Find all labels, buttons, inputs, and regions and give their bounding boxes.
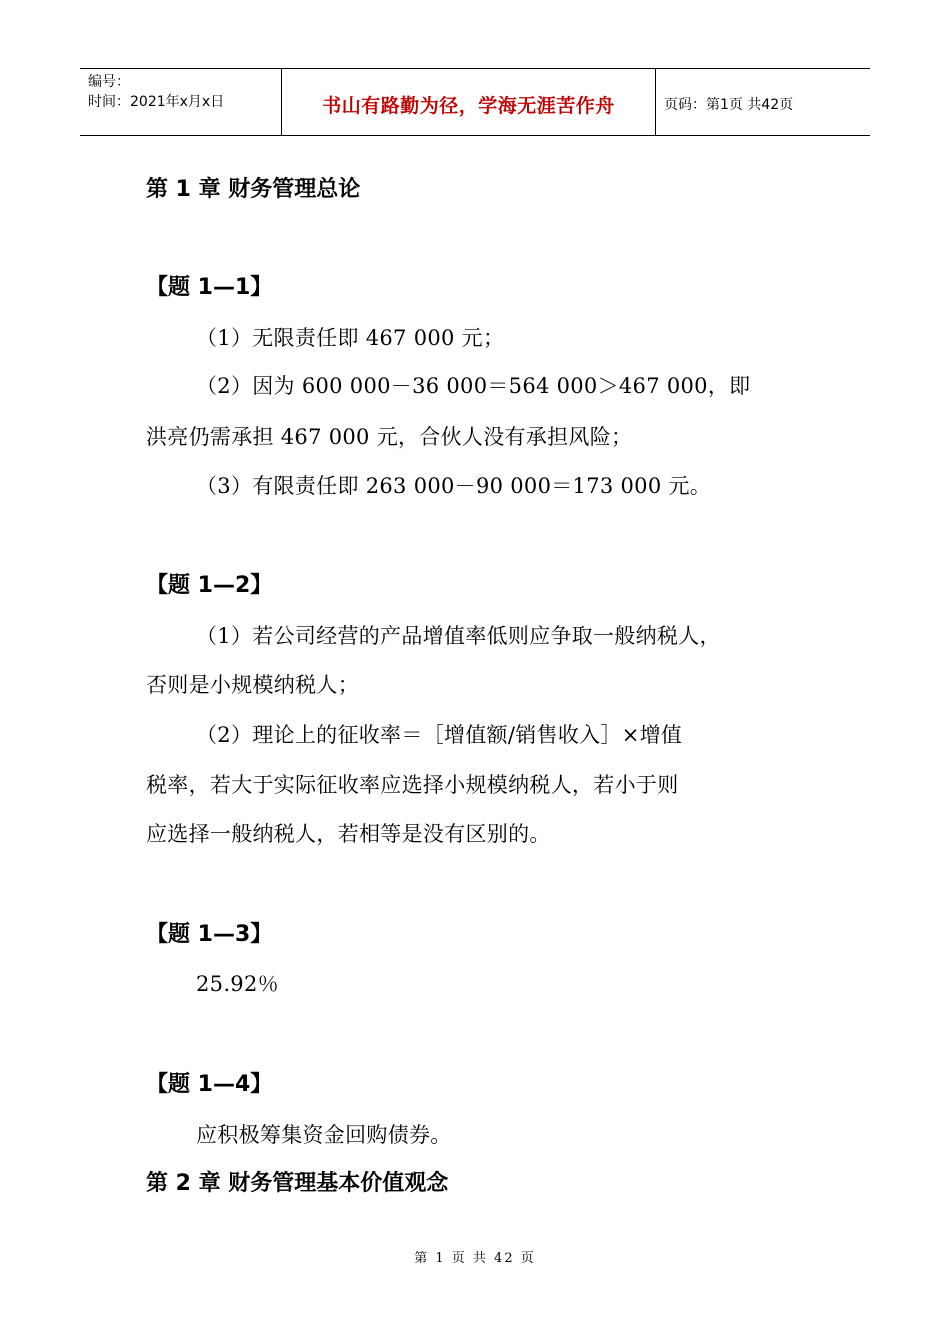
question-1-4-line: 应积极筹集资金回购债券。 [196,1123,452,1147]
chapter-1-title: 第 1 章 财务管理总论 [146,177,361,202]
time-label: 时间：2021年x月x日 [88,94,225,110]
question-1-3-line: 25.92％ [196,972,279,996]
question-1-1-line: （1）无限责任即 467 000 元； [196,326,505,350]
question-1-4-title: 【题 1—4】 [146,1072,273,1097]
question-1-2-title: 【题 1—2】 [146,573,273,598]
number-label: 编号： [88,74,130,90]
header-left-cell [80,69,282,135]
header-motto-cell [282,69,656,135]
question-1-1-title: 【题 1—1】 [146,275,273,300]
question-1-2-line: 税率，若大于实际征收率应选择小规模纳税人，若小于则 [146,773,679,797]
question-1-2-line: 应选择一般纳税人，若相等是没有区别的。 [146,822,551,846]
page-header [80,68,870,136]
page-footer: 第 1 页 共 42 页 [414,1251,536,1266]
motto: 书山有路勤为径，学海无涯苦作舟 [322,95,615,117]
question-1-1-line: （3）有限责任即 263 000－90 000＝173 000 元。 [196,474,712,498]
header-page-cell [656,69,870,135]
question-1-2-line: （1）若公司经营的产品增值率低则应争取一般纳税人， [196,624,721,648]
chapter-2-title: 第 2 章 财务管理基本价值观念 [146,1171,449,1196]
question-1-3-title: 【题 1—3】 [146,922,273,947]
question-1-1-line: 洪亮仍需承担 467 000 元，合伙人没有承担风险； [146,425,633,449]
question-1-2-line: 否则是小规模纳税人； [146,673,359,697]
question-1-1-line: （2）因为 600 000－36 000＝564 000＞467 000，即 [196,374,751,398]
page-info: 页码：第1页 共42页 [664,97,794,113]
question-1-2-line: （2）理论上的征收率＝［增值额/销售收入］×增值 [196,723,683,747]
